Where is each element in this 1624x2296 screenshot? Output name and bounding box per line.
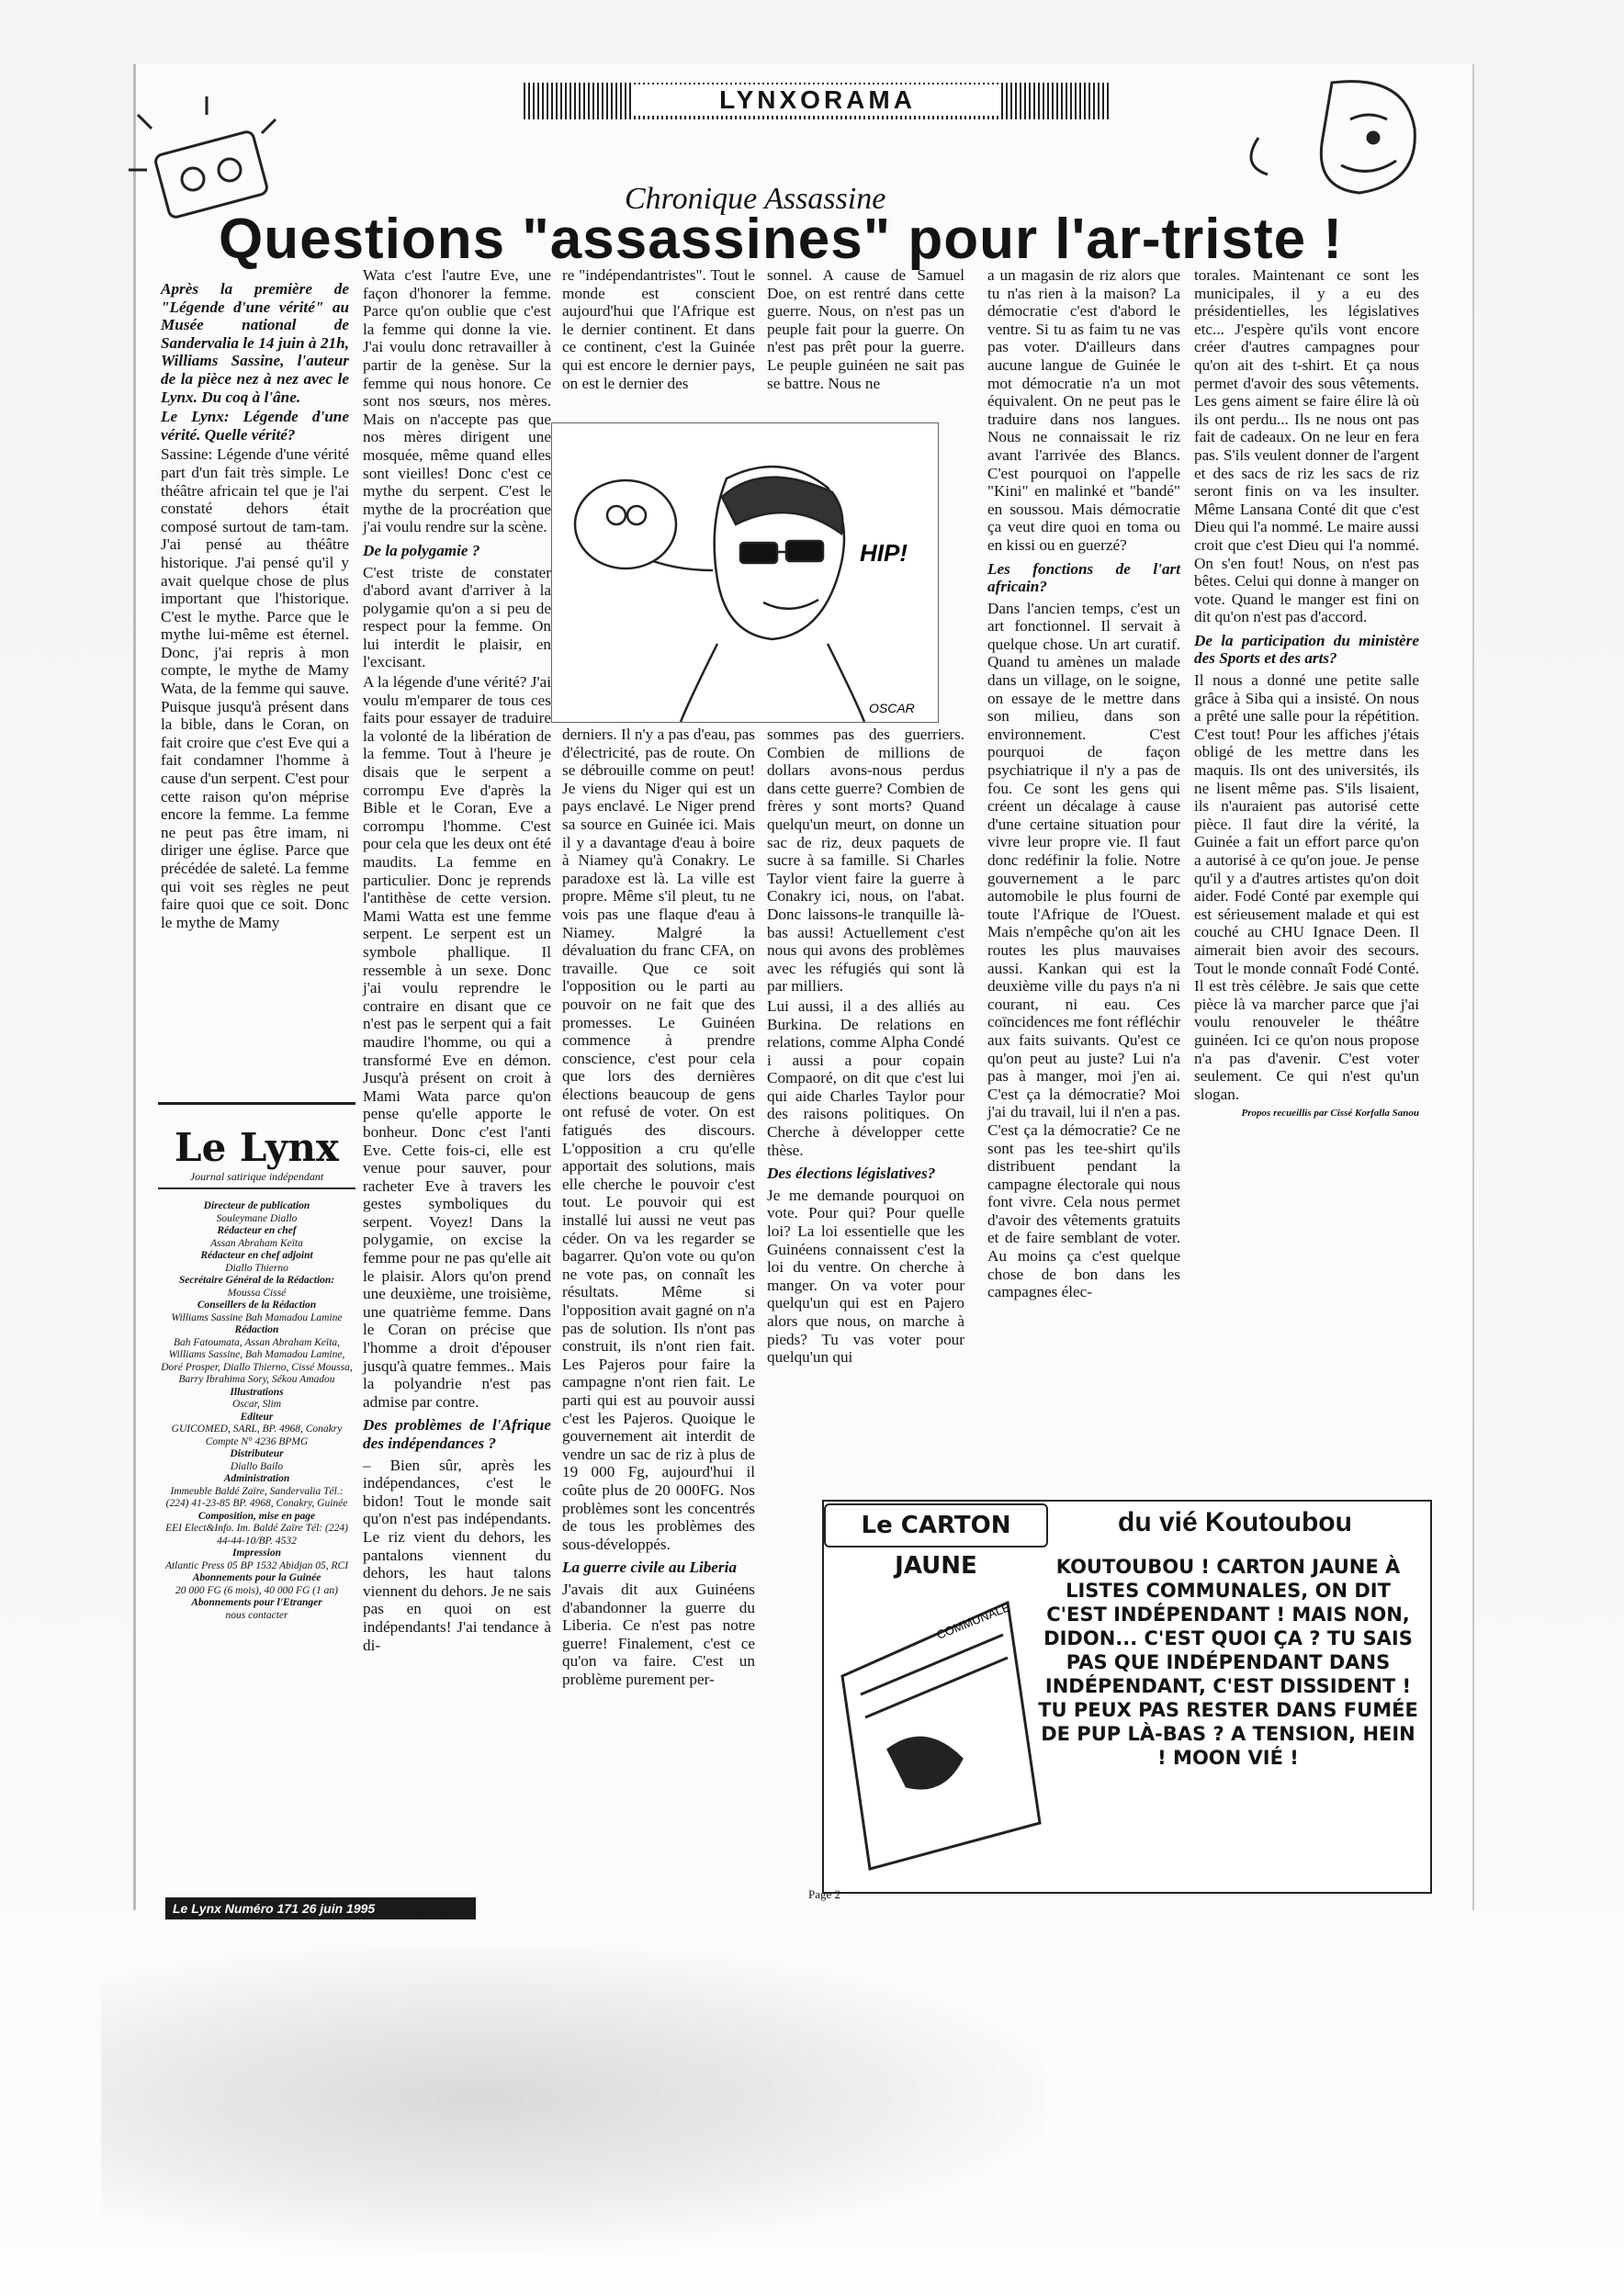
byline: Propos recueillis par Cissé Korfalla Sanou: [1241, 1108, 1419, 1120]
credit-role: Illustrations: [230, 1386, 284, 1398]
credit-name: Immeuble Baldé Zaïre, Sandervalia Tél.: (224) 41-23-85 BP. 4968, Conakry, Guinée: [165, 1485, 348, 1509]
column-4: [767, 726, 964, 1368]
column-5: [987, 266, 1180, 1303]
carton-jaune-box: [822, 1500, 1432, 1894]
credit-role: Abonnements pour la Guinée: [192, 1572, 321, 1583]
tagline: Journal satirique indépendant: [158, 1170, 355, 1189]
question-heading: Le Lynx: Légende d'une vérité. Quelle vérité?: [161, 408, 349, 444]
credit-name: GUICOMED, SARL, BP. 4968, Conakry Compte N° 4236 BPMG: [171, 1424, 343, 1447]
subheading: De la participation du ministère des Sports et des arts?: [1194, 631, 1419, 668]
section-title: LYNXORAMA: [634, 84, 1001, 116]
credit-name: Souleymane Diallo: [216, 1212, 298, 1224]
caricature-illustration: [551, 422, 939, 723]
subheading: Des problèmes de l'Afrique des indépendances ?: [363, 1416, 551, 1452]
paragraph: – Bien sûr, après les indépendances, c'est le bidon! Tout le monde sait qu'on n'est pas indépendants. Le riz vient du dehors, les pantalons viennent du dehors, les haut talons viennent du dehors. Je ne sais pas en quoi on est indépendants! J'ai tendance à di-: [363, 1456, 551, 1654]
credit-name: Assan Abraham Keïta: [210, 1237, 303, 1249]
credit-role: Rédacteur en chef adjoint: [200, 1250, 313, 1261]
carton-jaune-label: Le CARTON JAUNE: [824, 1503, 1048, 1548]
issue-footer: Le Lynx Numéro 171 26 juin 1995: [165, 1897, 476, 1919]
credit-role: Impression: [231, 1548, 282, 1559]
credit-name: Atlantic Press 05 BP 1532 Abidjan 05, RCI: [164, 1559, 349, 1571]
credit-name: Diallo Thierno: [225, 1262, 288, 1274]
paragraph: C'est triste de constater d'abord avant d'arriver à la polygamie qu'on a si peu de respect pour la femme. On lui interdit le plaisir, en l'excisant.: [363, 563, 551, 671]
credit-role: Administration: [223, 1473, 290, 1484]
credit-role: Abonnements pour l'Etranger: [191, 1597, 322, 1608]
intro-paragraph: Après la première de "Légende d'une vérité" au Musée national de Sandervalia le 14 juin à 21h, Williams Sassine, l'auteur de la pièce nez à nez avec le Lynx. Du coq à l'âne.: [161, 280, 349, 406]
page-number: Page 2: [808, 1887, 841, 1901]
carton-jaune-title: du vié Koutoubou: [1118, 1507, 1352, 1537]
subheading: De la polygamie ?: [363, 541, 480, 559]
paragraph: A la légende d'une vérité? J'ai voulu m'emparer de tous ces faits pour essayer de traduire la volonté de la libération de la femme. Tout à l'heure je disais que le serpent a corrompu Eve d'après la Bible et le Coran, Eve a corrompu l'homme. C'est pour cela que les deux ont été maudits. La femme en particulier. Donc je reprends l'antithèse de cette version. Mami Watta est une femme serpent. Le serpent est un symbole phallique. Il ressemble à un sexe. Donc j'ai voulu reprendre le contraire en disant que ce n'est pas le serpent qui a fait maudire l'homme, ou qui a transformé Eve en démon. Jusqu'à présent on croit à Mami Wata parce qu'on pense qu'elle apporte le bonheur. Donc c'est l'anti Eve. Cette fois-ci, elle est venue pour sauver, pour racheter Eve à travers les gestes symboliques du serpent. Voyez! Dans la polygamie, on excise la femme pour ne pas qu'elle ait le plaisir. Alors qu'on prend une deuxième, une troisième, une quatrième femme. Dans le Coran on précise que l'homme a droit d'épouser jusqu'à quatre femmes.. Mais la polyandrie n'est pas admise par contre.: [363, 673, 551, 1411]
newspaper-drawing: [833, 1566, 1044, 1878]
column-6: [1194, 266, 1419, 1125]
credit-role: Directeur de publication: [203, 1200, 310, 1211]
paragraph: Lui aussi, il a des alliés au Burkina. De relations en relations, comme Alpha Condé i aussi a pour copain Compaoré, on dit que c'est lui qui aide Charles Taylor pour des raisons politiques. On Cherche à développer cette thèse.: [767, 996, 964, 1159]
credit-name: Bah Fatoumata, Assan Abraham Keïta, Williams Sassine, Bah Mamadou Lamine, Doré Prosper, Diallo Thierno, Cissé Moussa, Barry Ibrahima Sory, Sékou Amadou: [161, 1336, 353, 1385]
credit-role: Distributeur: [230, 1448, 284, 1459]
cartoonist-signature: OSCAR: [869, 701, 915, 715]
cassette-recorder-icon: [119, 87, 303, 225]
credit-role: Editeur: [240, 1411, 274, 1423]
paragraph: a un magasin de riz alors que tu n'as rien à la maison? La démocratie c'est d'abord le ventre. Si tu as faim tu ne vas pas voter. D'ailleurs dans aucune langue de Guinée le mot démocratie n'a un mot équivalent. On ne peut pas le traduire dans nos langues. Nous ne connaissait le riz avant l'arrivée des Blancs. C'est pourquoi on l'appelle "Kini" en malinké et "bandé" en soussou. Mais démocratie ça veut dire quoi en toma ou en kissi ou en guerzé?: [987, 266, 1180, 554]
column-3: [562, 726, 755, 1690]
credit-name: Williams Sassine Bah Mamadou Lamine: [171, 1311, 343, 1323]
credit-name: 20 000 FG (6 mois), 40 000 FG (1 an): [175, 1584, 338, 1596]
cartoon-speech-bubble: HIP!: [860, 539, 908, 567]
section-banner: [524, 83, 1111, 119]
paragraph: Dans l'ancien temps, c'est un art fonctionnel. Il servait à quelque chose. Un art curatif. Quand tu amènes un malade dans un village, on le soigne, on essaye de le mettre dans son milieu, dans son environnement. C'est pourquoi de façon psychiatrique il n'y a pas de fou. Ce sont les gens qui créent un décalage à cause d'une certaine situation pour vivre leur propre vie. Il faut donc redéfinir la folie. Notre gouvernement a le parc automobile le plus fourni de toute l'Afrique de l'Ouest. Mais n'empêche qu'on ait les routes les plus mauvaises aussi. Kankan qui est la deuxième ville du pays n'a ni courant, ni eau. Ces coïncidences me font réfléchir aux faits suivants. Qu'est ce qu'on peut au juste? Lui n'a pas à manger, moi j'en ai. C'est ça la démocratie? Moi j'ai du travail, lui il n'en a pas. C'est ça la démocratie? Ce ne sont pas les tee-shirt qu'ils distribuent pendant la campagne électorale qui nous font vivre. Cela nous permet d'avoir des vêtements gratuits et de faire semblant de voter. Au moins ça c'est quelque chose de bon dans les campagnes élec-: [987, 599, 1180, 1301]
credit-name: nous contacter: [225, 1609, 288, 1621]
lynx-mascot-icon: [1222, 64, 1433, 202]
credit-name: Diallo Bailo: [230, 1460, 284, 1472]
subheading: Des élections législatives?: [767, 1165, 936, 1183]
paragraph: Wata c'est l'autre Eve, une façon d'honorer la femme. Parce qu'on oublie que c'est la femme qui donne la vie. J'ai voulu donc retravailler à partir de la genèse. Sur la femme qui nous honore. Ce sont nos sœurs, nos mères. Mais on n'accepte pas que nos mères dirigent une mosquée, même quand elles sont vieilles! Donc c'est ce mythe du serpent. C'est le mythe de la procréation que j'ai voulu rendre sur la scène.: [363, 266, 551, 536]
paragraph: sommes pas des guerriers. Combien de millions de dollars avons-nous perdus dans cette guerre? Combien de frères y sont morts? Quand quelqu'un meurt, on donne un sac de riz, deux paquets de sucre à sa famille. Si Charles Taylor vient faire la guerre à Conakry ici, nous, on l'abat. Donc laissons-le tranquille là-bas aussi! Actuellement c'est nous qui avons des problèmes avec les réfugiés qui sont là par milliers.: [767, 726, 964, 996]
column-4-top: [767, 266, 964, 422]
paragraph: Il nous a donné une petite salle grâce à Siba qui a insisté. On nous a prêté une salle pour la répétition. C'est tout! Pour les affiches j'étais obligé de les mettre dans les maquis. Ils ont des universités, ils ne lisent même pas. S'ils lisaient, ils n'auraient pas autorisé cette pièce. Il faut dire la vérité, la Guinée a fait un effort parce qu'on a autorisé à ce qu'on joue. Je pense qu'il y a d'autres artistes qu'on doit aider. Fodé Conté par exemple qui est sérieusement malade et qui est couché au CHU Ignace Deen. Il aimerait bien avoir des secours. Tout le monde connaît Fodé Conté. Il est très célèbre. Je sais que cette pièce là va marcher parce que j'ai voulu renouveler le théâtre guinéen. Ici ce qu'on nous propose n'a pas d'avenir. C'est voter seulement. Ce qui n'est qu'un slogan.: [1194, 671, 1419, 1103]
credit-role: Secrétaire Général de la Rédaction:: [178, 1275, 335, 1286]
paragraph: Je me demande pourquoi on vote. Pour qui? Pour quelle loi? La loi essentielle que les Guinéens connaissent c'est la loi du ventre. On cherche à manger. On va voter pour quelqu'un qui est en Pajero alors que nous, on marche à pieds? Tu vas voter pour quelqu'un qui: [767, 1186, 964, 1367]
newspaper-scribble: COMMUNALE: [934, 1600, 1012, 1642]
headline: Questions "assassines" pour l'ar-triste !: [218, 208, 1344, 271]
paragraph: re "indépendantristes". Tout le monde est conscient aujourd'hui que l'Afrique est le dernier continent. Et dans ce continent, c'est la Guinée qui est encore le dernier pays, on est le dernier des: [562, 266, 755, 392]
subheading: La guerre civile au Liberia: [562, 1559, 737, 1577]
credit-role: Rédaction: [234, 1324, 279, 1335]
scan-smudge: [101, 1947, 1047, 2250]
caricature-drawing: [552, 423, 938, 722]
credit-role: Conseillers de la Rédaction: [197, 1300, 317, 1311]
credit-name: Oscar, Slim: [231, 1399, 282, 1410]
masthead-box: [158, 1102, 355, 1647]
credit-name: Moussa Cissé: [227, 1287, 287, 1299]
credits-list: [158, 1200, 355, 1622]
credit-role: Rédacteur en chef: [217, 1225, 297, 1236]
paragraph: derniers. Il n'y a pas d'eau, pas d'électricité, pas de route. On se débrouille comme on peut! Je viens du Niger qui est un pays enclavé. Le Niger prend sa source en Guinée ici. Mais il y a davantage d'eau à boire à Niamey qu'à Conakry. Le paradoxe est là. La ville est propre. Même s'il pleut, tu ne vois pas une flaque d'eau à Niamey. Malgré la dévaluation du franc CFA, on travaille. Que ce soit l'opposition ou le parti au pouvoir on ne fait que des promesses. Le Guinéen commence à prendre conscience, c'est pour cela que lors des dernières élections beaucoup de gens ont refusé de voter. On est fatigués des discours. L'opposition a cru qu'elle apportait des solutions, mais elle cherche le pouvoir c'est tout. Le pouvoir qui est installé lui aussi ne veut pas céder. On va les regarder se bagarrer. Qu'on vote ou qu'on ne vote pas, on connaît les résultats. Même si l'opposition avait gagné on n'a pas de solution. Ils n'ont pas construit, ils n'ont rien fait. Les Pajeros pour faire la campagne n'ont rien fait. Le parti qui est au pouvoir aussi c'est les Pajeros. Quoique le gouvernement ait interdit de vendre un sac de riz à plus de 19 000 Fg, aujourd'hui il coûte plus de 20 000FG. Nos problèmes sont les concentrés de tous les problèmes des sous-développés.: [562, 726, 755, 1553]
carton-jaune-text: KOUTOUBOU ! CARTON JAUNE À LISTES COMMUNALES, ON DIT C'EST INDÉPENDANT ! MAIS NON, DIDON... C'EST QUOI ÇA ? TU SAIS PAS QUE INDÉPENDANT DANS INDÉPENDANT, C'EST DISSIDENT ! TU PEUX PAS RESTER DANS FUMÉE DE PUP LÀ-BAS ? A TENSION, HEIN ! MOON VIÉ !: [1038, 1556, 1418, 1769]
column-kicker: Chronique Assassine: [625, 182, 886, 216]
subheading: Les fonctions de l'art africain?: [987, 559, 1180, 596]
paragraph: J'avais dit aux Guinéens d'abandonner la guerre du Liberia. Ce n'est pas notre guerre! Finalement, c'est ce qu'on va faire. C'est un problème purement per-: [562, 1580, 755, 1688]
answer-paragraph: Sassine: Légende d'une vérité part d'un fait très simple. Le théâtre africain tel que je l'ai constaté dehors était composé surtout de tam-tam. J'ai pensé au théâtre historique. J'ai pensé qu'il y avait quelque chose de plus important que l'historique. C'est le mythe. Parce que le mythe lui-même est éternel. Donc, j'ai repris à mon compte, le mythe de Mamy Wata, de la femme qui sauve. Puisque jusqu'à présent dans la bible, dans le Coran, on fait croire que c'est Eve qui a fait condamner l'homme à cause d'un serpent. C'est pour cette raison qu'on méprise encore la femme. La femme ne peut pas être imam, ni diriger une église. Parce que précédée de saleté. La femme qui voit ses règles ne peut faire quoi que ce soit. Donc le mythe de Mamy: [161, 445, 349, 931]
credit-name: EEI Elect&Info. Im. Baldé Zaïre Tél: (224) 44-44-10/BP. 4532: [165, 1523, 348, 1547]
paragraph: sonnel. A cause de Samuel Doe, on est rentré dans cette guerre. Nous, on n'est pas un peuple fait pour la guerre. On n'est pas prêt pour la guerre. Le peuple guinéen ne sait pas se battre. Nous ne: [767, 266, 964, 392]
credit-role: Composition, mise en page: [197, 1510, 316, 1522]
column-3-top: [562, 266, 755, 422]
newspaper-logo: Le Lynx: [175, 1125, 339, 1170]
column-2: [363, 266, 551, 1656]
paragraph: torales. Maintenant ce sont les municipales, il y a eu des présidentielles, les législatives etc... J'espère qu'ils vont encore créer d'autres campagnes pour qu'on ait des t-shirt. Et ça nous permet d'avoir des sous vêtements. Les gens aiment se faire élire là où ils ont perdu... Ils ne nous ont pas fait de cadeaux. On ne leur en fera pas. S'ils veulent donner de l'argent et des sacs de riz les sacs de riz seront finis on va les insulter. Même Lansana Conté dit que c'est Dieu qui l'a nommé. Le maire aussi croit que c'est Dieu qui l'a nommé. On s'en fout! Nous, on n'est pas bêtes. Celui qui donne à manger on vote. Quand le manger est fini on dit qu'on n'est pas d'accord.: [1194, 266, 1419, 626]
column-1: [161, 280, 349, 933]
